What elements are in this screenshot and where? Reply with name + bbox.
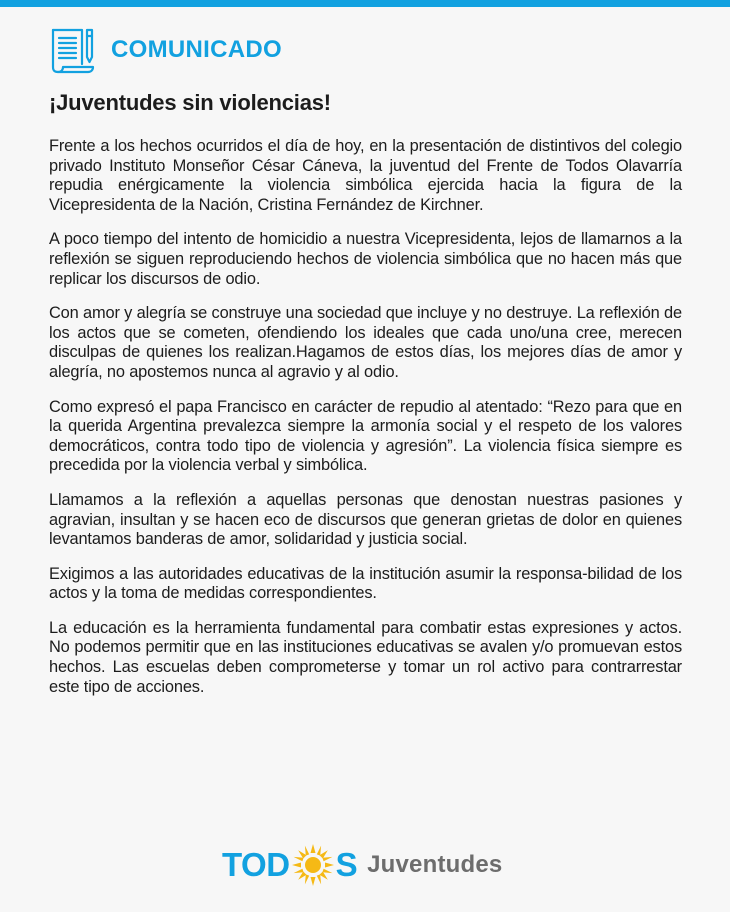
- top-accent-bar: [0, 0, 730, 7]
- paragraph: Llamamos a la reflexión a aquellas personas que denostan nuestras pasiones y agravian, insultan y se hacen eco de discursos que generan grietas de dolor en quienes levantamos banderas de amor, solidaridad y justicia social.: [49, 490, 682, 549]
- logo-text-s: S: [335, 846, 358, 883]
- paragraph: Como expresó el papa Francisco en carácter de repudio al atentado: “Rezo para que en la querida Argentina prevalezca siempre la armonía social y el respeto de los valores democráticos, contra todo tipo de violencia y agresión”. La violencia física siempre es precedida por la violencia verbal y simbólica.: [49, 397, 682, 475]
- paragraph: A poco tiempo del intento de homicidio a nuestra Vicepresidenta, lejos de llamarnos a la reflexión se siguen reproduciendo hechos de violencia simbólica que no hacen más que replicar los discursos de odio.: [49, 230, 682, 288]
- document-scroll-icon: [49, 26, 97, 74]
- paragraph: La educación es la herramienta fundamental para combatir estas expresiones y actos. No podemos permitir que en las instituciones educativas se avalen y/o promuevan estos hechos. Las escuelas deben comprometerse y tomar un rol activo para contrarrestar este tipo de acciones.: [49, 618, 682, 696]
- sun-icon: [291, 843, 335, 887]
- paragraph: Exigimos a las autoridades educativas de la institución asumir la responsa-bilidad de los actos y la toma de medidas correspondientes.: [49, 564, 682, 603]
- todos-juventudes-logo: [222, 843, 502, 887]
- page-headline: ¡Juventudes sin violencias!: [49, 90, 331, 115]
- logo-text-tod: TOD: [222, 846, 290, 883]
- logo-subtitle: Juventudes: [367, 851, 503, 878]
- statement-body: [49, 137, 682, 712]
- paragraph: Frente a los hechos ocurridos el día de hoy, en la presentación de distintivos del colegio privado Instituto Monseñor César Cáneva, la juventud del Frente de Todos Olavarría repudia enérgicamente la violencia simbólica ejercida hacia la figura de la Vicepresidenta de la Nación, Cristina Fernández de Kirchner.: [49, 137, 682, 214]
- header: [49, 26, 282, 74]
- communique-title: COMUNICADO: [111, 36, 282, 63]
- paragraph: Con amor y alegría se construye una sociedad que incluye y no destruye. La reflexión de los actos que se cometen, ofendiendo los ideales que cada uno/una cree, merecen disculpas de quienes los realizan.Hagamos de estos días, los mejores días de amor y alegría, no apostemos nunca al agravio y al odio.: [49, 304, 682, 381]
